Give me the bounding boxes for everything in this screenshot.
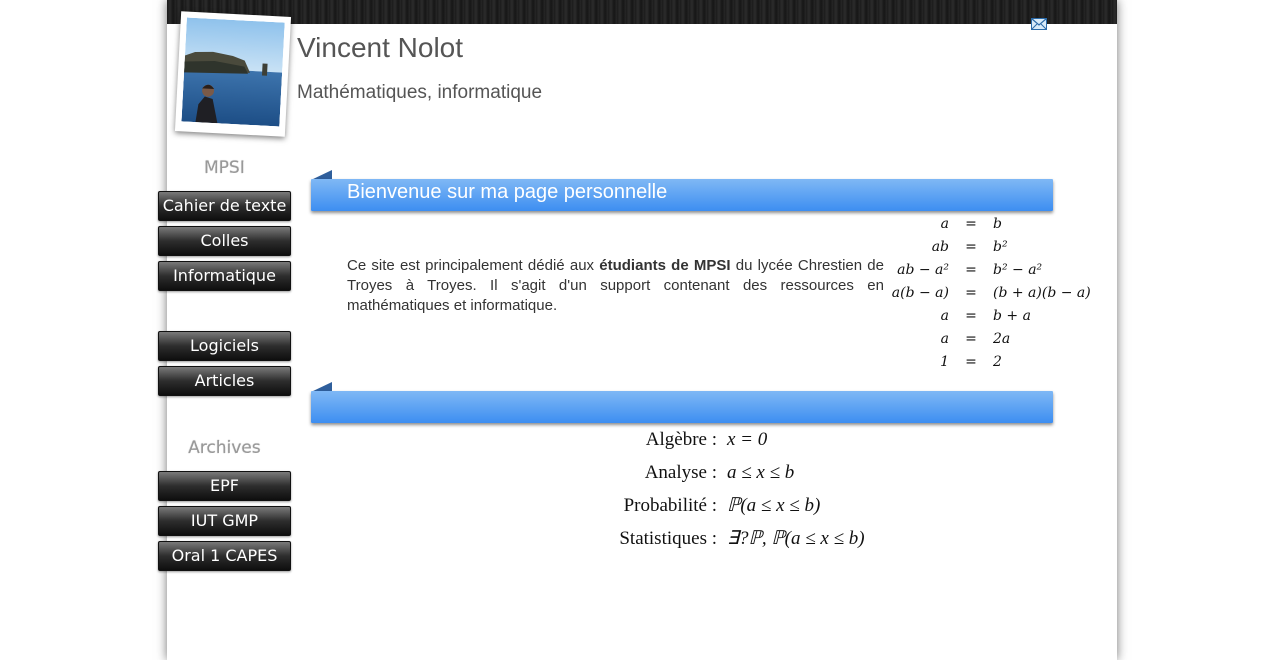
topic-label: Statistiques : <box>619 527 717 549</box>
nav-button-informatique[interactable]: Informatique <box>158 261 291 291</box>
equation-row <box>886 235 1091 258</box>
equation-rhs: b + a <box>993 307 1031 324</box>
envelope-icon[interactable] <box>1031 17 1047 29</box>
nav-button-epf[interactable]: EPF <box>158 471 291 501</box>
equation-relation: = <box>965 284 977 301</box>
site-subtitle: Mathématiques, informatique <box>297 82 543 103</box>
topic-formula: ∃?ℙ, ℙ(a ≤ x ≤ b) <box>727 528 865 549</box>
intro-text-start: Ce site est principalement dédié aux <box>347 257 600 274</box>
equation-relation: = <box>965 261 977 278</box>
nav-button-logiciels[interactable]: Logiciels <box>158 331 291 361</box>
equation-lhs: ab − a² <box>897 261 949 278</box>
equation-lhs: a <box>940 330 949 347</box>
topic-label: Probabilité : <box>623 494 717 516</box>
equation-lhs: a <box>940 307 949 324</box>
intro-text-end: du lycée Chrestien de Troyes à Troyes. Il s'agit d'un support contenant des ressources en mathématiques et informatique. <box>347 257 884 314</box>
profile-photo <box>181 18 284 127</box>
topic-row <box>500 456 936 489</box>
equation-rhs: (b + a)(b − a) <box>993 284 1091 301</box>
equation-relation: = <box>965 238 977 255</box>
equation-lhs: ab <box>931 238 949 255</box>
equation-relation: = <box>965 353 977 370</box>
equation-lhs: a <box>940 215 949 232</box>
equation-lhs: a(b − a) <box>891 284 949 301</box>
topics-ribbon <box>311 391 1053 423</box>
nav-button-cahier-de-texte[interactable]: Cahier de texte <box>158 191 291 221</box>
equation-rhs: 2a <box>993 330 1011 347</box>
topic-formula: a ≤ x ≤ b <box>727 461 795 483</box>
profile-photo-frame <box>175 11 291 137</box>
equation-rhs: 2 <box>993 353 1002 370</box>
equation-row <box>886 327 1091 350</box>
equation-row <box>886 212 1091 235</box>
topic-row <box>500 489 936 522</box>
topic-formula: x = 0 <box>727 428 768 450</box>
topic-label: Analyse : <box>644 461 717 483</box>
topic-row <box>500 522 936 555</box>
nav-heading-mpsi: MPSI <box>204 158 245 178</box>
nav-button-colles[interactable]: Colles <box>158 226 291 256</box>
topic-formula: ℙ(a ≤ x ≤ b) <box>727 495 821 516</box>
equation-row <box>886 281 1091 304</box>
equation-derivation <box>886 212 1091 373</box>
equation-lhs: 1 <box>940 353 949 370</box>
top-bar <box>167 0 1117 24</box>
nav-button-oral-1-capes[interactable]: Oral 1 CAPES <box>158 541 291 571</box>
nav-button-iut-gmp[interactable]: IUT GMP <box>158 506 291 536</box>
site-title: Vincent Nolot <box>297 32 464 63</box>
nav-button-articles[interactable]: Articles <box>158 366 291 396</box>
equation-relation: = <box>965 330 977 347</box>
equation-rhs: b² − a² <box>993 261 1043 278</box>
equation-rhs: b² <box>993 238 1008 255</box>
equation-row <box>886 258 1091 281</box>
equation-row <box>886 304 1091 327</box>
welcome-ribbon <box>311 179 1053 211</box>
nav-heading-archives: Archives <box>188 438 261 458</box>
topics-formulas <box>500 423 936 555</box>
topic-label: Algèbre : <box>645 428 717 450</box>
equation-rhs: b <box>993 215 1002 232</box>
equation-relation: = <box>965 307 977 324</box>
welcome-title: Bienvenue sur ma page personnelle <box>347 181 668 203</box>
equation-row <box>886 350 1091 373</box>
intro-paragraph <box>347 256 884 316</box>
intro-text-bold: étudiants de MPSI <box>599 257 731 274</box>
equation-relation: = <box>965 215 977 232</box>
topic-row <box>500 423 936 456</box>
